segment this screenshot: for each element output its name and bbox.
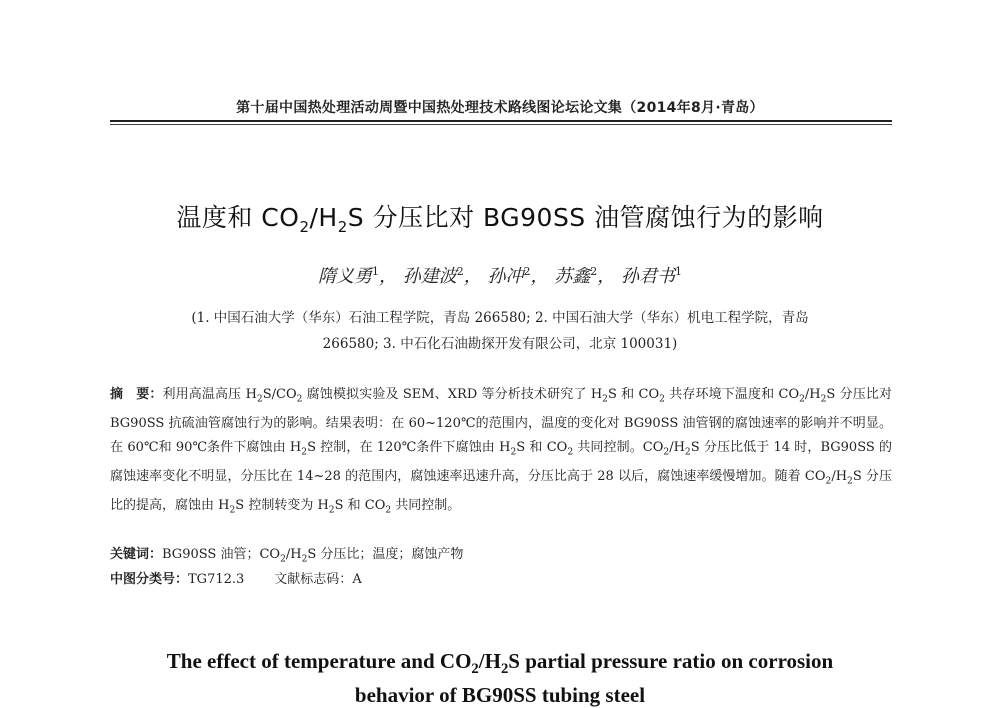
english-title: The effect of temperature and $CO_2/H_2S$ partial pressure ratio on corrosion behavior of BG90SS tubing steel bbox=[166, 649, 834, 708]
header-rule-thick bbox=[110, 120, 892, 122]
author-name: 孙建波 bbox=[402, 266, 457, 287]
affiliation bbox=[115, 305, 885, 357]
classification-label: 中图分类号： bbox=[110, 572, 189, 587]
author-name: 苏鑫 bbox=[554, 266, 591, 287]
document-code-label: 文献标志码： bbox=[274, 572, 353, 587]
author-name: 孙冲 bbox=[487, 266, 524, 287]
affiliation-line-2: 266580; 3. 中石化石油勘探开发有限公司，北京 100031) bbox=[322, 336, 678, 352]
keywords: 关键词：BG90SS 油管；$CO_2/H_2S$ 分压比；温度；腐蚀产物 bbox=[110, 547, 464, 565]
abstract-label: 摘 要： bbox=[110, 387, 163, 402]
running-header: 第十届中国热处理活动周暨中国热处理技术路线图论坛论文集（2014年8月·青岛） bbox=[236, 100, 764, 116]
author-list: 隋义勇$^1$， 孙建波$^2$， 孙冲$^2$， 苏鑫$^2$， 孙君书$^1$ bbox=[318, 265, 682, 287]
header-rule-thin bbox=[110, 124, 892, 125]
document-code-value: A bbox=[352, 572, 362, 587]
paper-title: 温度和 $CO_2/H_2S$ 分压比对 BG90SS 油管腐蚀行为的影响 bbox=[176, 203, 824, 236]
author-name: 隋义勇 bbox=[318, 266, 373, 287]
classification bbox=[110, 568, 892, 587]
affiliation-line-1: (1. 中国石油大学（华东）石油工程学院，青岛 266580; 2. 中国石油大学（华东）机电工程学院，青岛 bbox=[191, 310, 809, 326]
author-name: 孙君书 bbox=[620, 266, 675, 287]
classification-value: TG712.3 bbox=[188, 572, 245, 587]
abstract: 摘 要：利用高温高压 $H_2S/CO_2$ 腐蚀模拟实验及 SEM、XRD 等分析技术研究了 $H_2S$ 和 $CO_2$ 共存环境下温度和 $CO_2/H_2S$ 分压比对 BG90SS 抗硫油管腐蚀行为的影响。结果表明：在 60~120℃的范围内，温度的变化对 BG90SS 油管钢的腐蚀速率的影响并不明显。在 60℃和 90℃条件下腐蚀由 $H_2S$ 控制，在 120℃条件下腐蚀由 $H_2S$ 和 $CO_2$ 共同控制。$CO_2/H_2S$ 分压比低于 14 时，BG90SS 的腐蚀速率变化不明显，分压比在 14~28 的范围内，腐蚀速率迅速升高，分压比高于 28 以后，腐蚀速率缓慢增加。随着 $CO_2/H_2S$ 分压比的提高，腐蚀由 $H_2S$ 控制转变为 $H_2S$ 和 $CO_2$ 共同控制。 bbox=[110, 387, 893, 516]
keywords-label: 关键词： bbox=[110, 547, 163, 562]
